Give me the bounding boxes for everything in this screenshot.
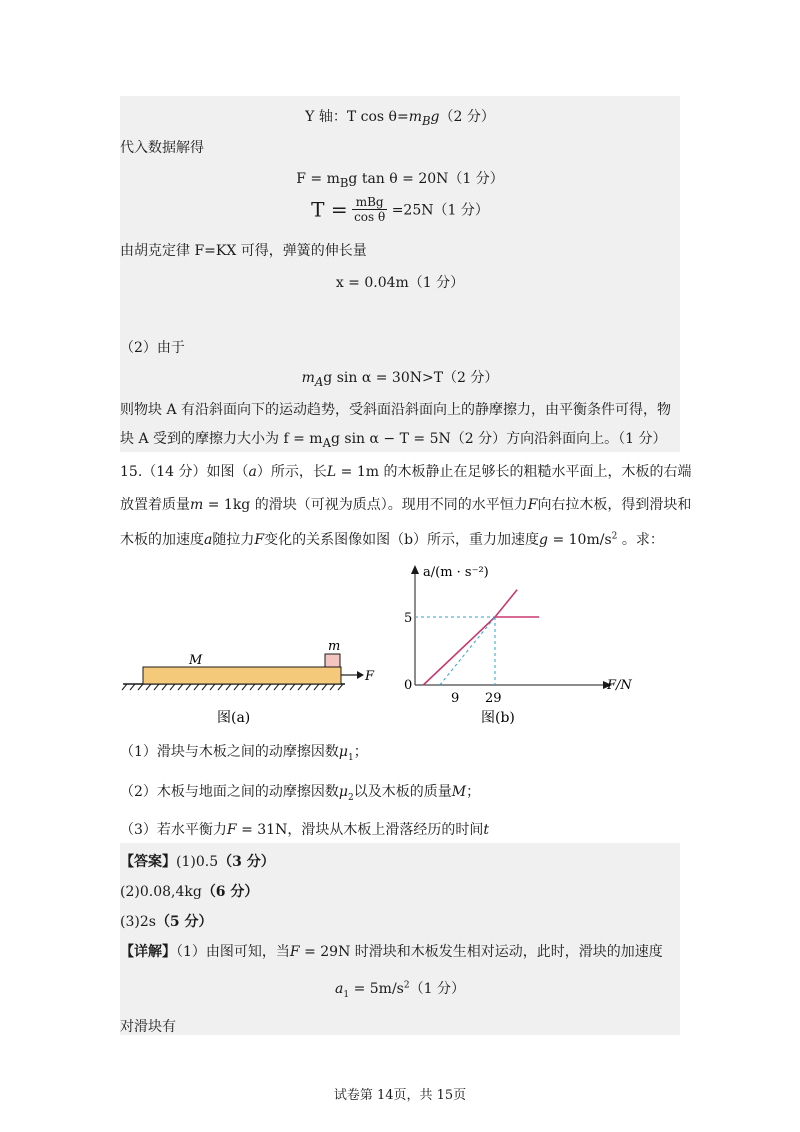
force-arrow-head [357,671,364,679]
caption-a: 图(a) [217,710,251,726]
question-1: （1）滑块与木板之间的动摩擦因数$\mu_1$； [120,744,368,763]
x-axis-label: F/N [607,678,632,693]
t-fraction: $\frac{\text{mBg}}{\text{cos θ}}$ [354,195,386,224]
problem15-line1: 15.（14 分）如图（a）所示，长L = 1m 的木板静止在足够长的粗糙水平面上，木板的右端 [120,464,692,480]
solution-shading-bottom [120,843,680,1035]
answer-line-2: (2)0.08,4kg（6 分） [120,884,259,900]
hooke-text: 由胡克定律 F=KX 可得，弹簧的伸长量 [120,243,367,259]
ground-hatching [122,684,343,690]
figure-a [115,630,395,730]
question-3: （3）若水平衡力F = 31N，滑块从木板上滑落经历的时间t [120,822,489,838]
part2-equation: $m_Ag$ sin α = 30N>T（2 分） [301,370,499,389]
substitute-text: 代入数据解得 [120,140,204,156]
origin-label: 0 [404,678,413,693]
y-axis-label: a/(m · s⁻²) [423,565,489,580]
answer-line-1: 【答案】(1)0.5（3 分） [120,854,275,870]
f-equation: $F = m_Bg$ tan θ = 20N（1 分） [296,171,504,190]
x-equation: x = 0.04m（1 分） [335,275,465,291]
part2-heading: （2）由于 [120,340,185,356]
board-m [143,667,341,684]
caption-b: 图(b) [481,710,515,726]
t-equation: T = $\frac{\text{mBg}}{\text{cos θ}}$ =25N（1 分） [311,195,489,224]
figure-b-chart [395,560,655,730]
y-tick-label: 5 [404,611,413,626]
x-tick-label-29: 29 [485,691,502,706]
page-footer: 试卷第 14页，共 15页 [333,1088,467,1103]
y-axis-arrow [411,565,419,574]
chart-marks [415,590,539,685]
block-m [325,654,340,667]
part2-text-line1: 则物块 A 有沿斜面向下的运动趋势，受斜面沿斜面向上的静摩擦力，由平衡条件可得，物 [120,402,672,418]
dashed-extension-line [440,617,495,685]
problem15-line3: 木板的加速度a随拉力F变化的关系图像如图（b）所示，重力加速度$g = 10m/s^2$ 。求： [120,531,664,548]
board-acceleration-line [423,590,517,685]
question-2: （2）木板与地面之间的动摩擦因数$\mu_2$以及木板的质量M； [120,784,481,803]
label-force: F [365,669,375,684]
detail-last-line: 对滑块有 [120,1019,176,1035]
y-axis-equation: Y 轴：T $\cos \theta=m_Bg(2$ 分） [305,109,495,128]
answer-line-3: (3)2s（5 分） [120,914,213,930]
x-tick-label-9: 9 [451,691,460,706]
problem15-line2: 放置着质量m = 1kg 的滑块（可视为质点）。现用不同的水平恒力F向右拉木板，得到滑块和 [120,497,692,513]
label-big-m: M [189,653,203,668]
detail-line: 【详解】（1）由图可知，当F = 29N 时滑块和木板发生相对运动，此时，滑块的加速度 [120,944,663,960]
part2-text-line2: 块 A 受到的摩擦力大小为 $f = m_Ag$ sin α − T = 5N（2 分）方向沿斜面向上。（1 分） [120,431,667,450]
detail-equation: $a_1 = 5m/s^2(1$ 分） [335,980,465,1000]
label-small-m: m [328,639,341,654]
